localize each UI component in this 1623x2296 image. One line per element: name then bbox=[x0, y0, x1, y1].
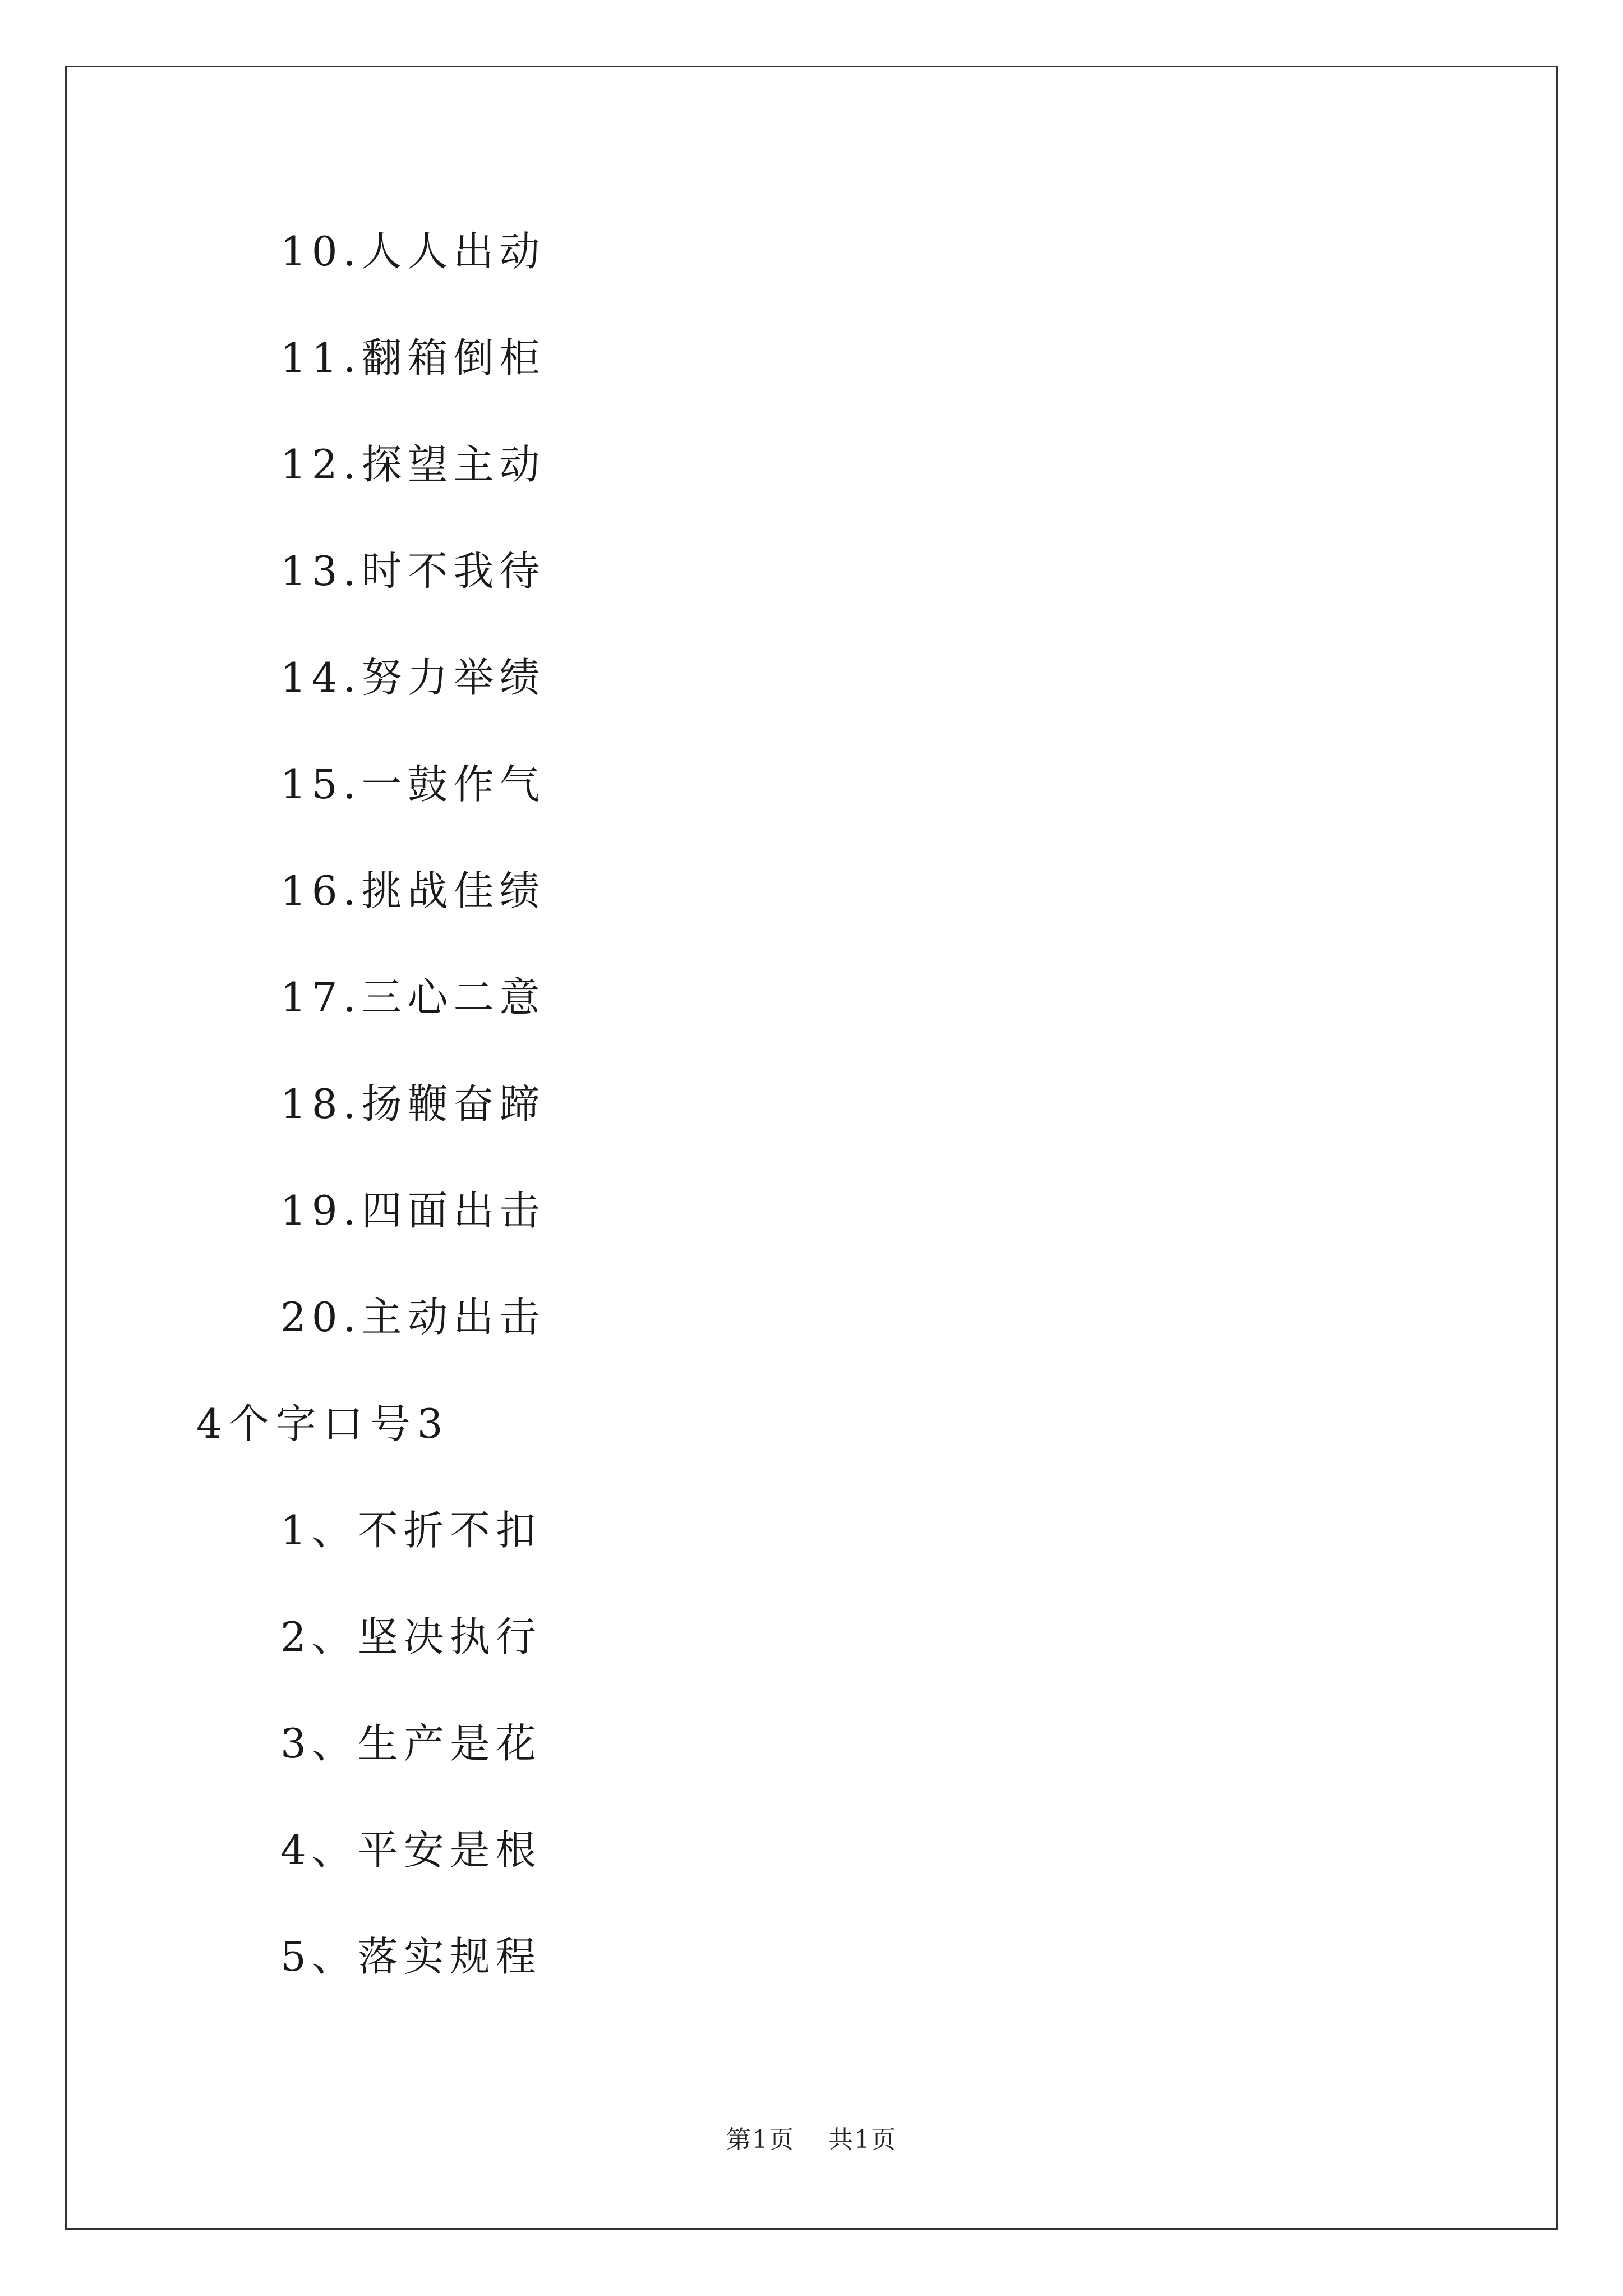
list-item: 20.主动出击 bbox=[280, 1294, 546, 1341]
list-item: 11.翻箱倒柜 bbox=[280, 334, 546, 381]
list-item: 17.三心二意 bbox=[280, 974, 546, 1021]
list-item: 16.挑战佳绩 bbox=[280, 867, 546, 914]
page-count: 共1页 bbox=[828, 2125, 897, 2154]
list-item: 5、落实规程 bbox=[280, 1933, 542, 1980]
list-item: 14.努力举绩 bbox=[280, 654, 546, 701]
list-item: 12.探望主动 bbox=[280, 441, 546, 488]
list-item: 13.时不我待 bbox=[280, 547, 546, 595]
list-item: 10.人人出动 bbox=[280, 228, 546, 275]
page-footer bbox=[0, 2123, 1623, 2157]
list-item: 4、平安是根 bbox=[280, 1826, 542, 1874]
list-item: 15.一鼓作气 bbox=[280, 761, 546, 808]
list-item: 18.扬鞭奋蹄 bbox=[280, 1080, 546, 1128]
section-heading: 4个字口号3 bbox=[196, 1400, 450, 1447]
list-item: 3、生产是花 bbox=[280, 1720, 542, 1767]
list-item: 1、不折不扣 bbox=[280, 1507, 542, 1554]
list-item: 19.四面出击 bbox=[280, 1187, 546, 1234]
list-item: 2、坚决执行 bbox=[280, 1613, 542, 1660]
page-border bbox=[65, 66, 1558, 2230]
page-number: 第1页 bbox=[726, 2125, 795, 2154]
